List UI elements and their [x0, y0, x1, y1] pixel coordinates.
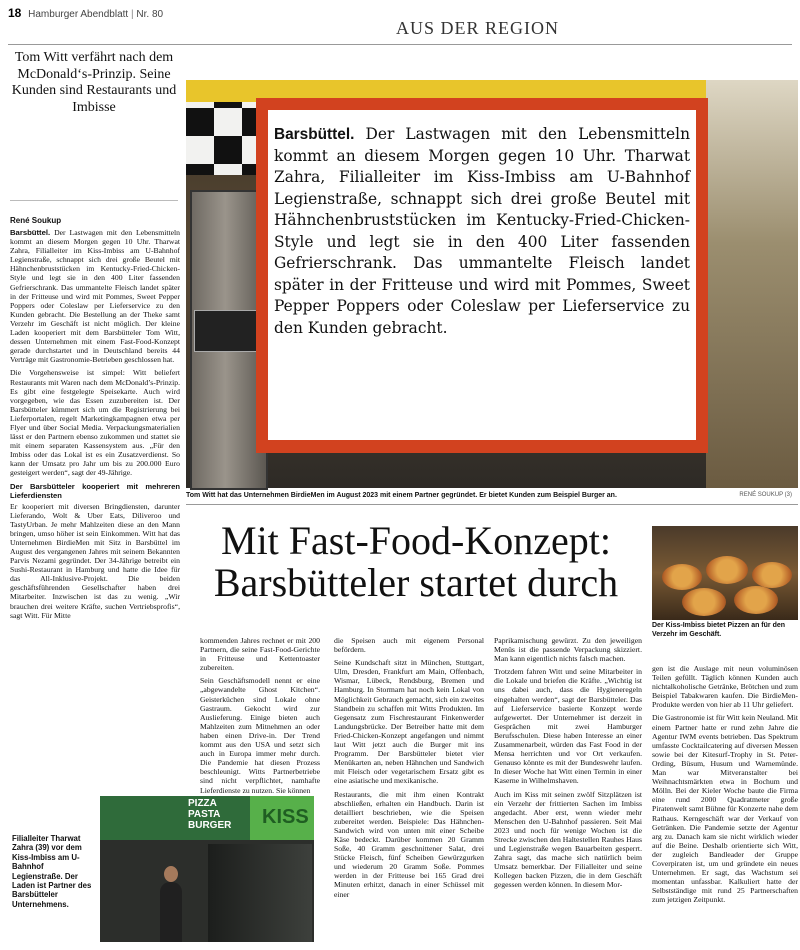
subheading: Der Barsbütteler kooperiert mit mehreren Lieferdiensten	[10, 481, 180, 500]
body-column-3	[334, 636, 484, 944]
shop-window	[208, 844, 312, 942]
pizza	[682, 588, 726, 616]
paragraph: die Speisen auch mit eigenem Personal befördern.	[334, 636, 484, 655]
person-head	[164, 866, 178, 882]
shop-sign-text: PIZZA PASTA BURGER	[188, 798, 232, 831]
pizza-caption: Der Kiss-Imbiss bietet Pizzen an für den Verzehr im Geschäft.	[652, 622, 786, 638]
body-column-2	[200, 636, 320, 795]
paragraph: Die Vorgehensweise ist simpel: Witt beliefert Restaurants mit Waren nach dem McDonald’s-Prinzip. Es gibt eine festgelegte Speisekarte. Auch wird vorgegeben, wie das Essen zuzubereiten ist. Der Barsbütteler kümmert sich um die Registrierung bei Lieferportalen, regelt Marketingkampagnen etwa per Flyer und über Social Media. Verpackungsmaterialien lässt er den Partnern ebenso zukommen und stattet sie mit einem separaten Kassensystem aus. „Für den Imbiss oder das Lokal ist es ein Zusatzverdienst. So kann der Umsatz pro Jahr um bis zu 200.000 Euro gesteigert werden“, sagt der 49-Jährige.	[10, 368, 180, 478]
section-title: AUS DER REGION	[396, 18, 560, 38]
paper-name: Hamburger Abendblatt	[28, 9, 129, 20]
quote-lead: Barsbüttel.	[274, 126, 355, 143]
pizza	[662, 564, 702, 590]
paragraph: Trotzdem fahren Witt und seine Mitarbeiter in die Lokale und briefen die Kräfte. „Wichtig ist uns dabei auch, dass die Hygieneregeln eingehalten werden“, sagt der Barsbütteler. Das auf Lieferservice basierte Konzept werde aufgewertet. Der Unternehmer ist derzeit in Gesprächen mit zwei Hamburger Berufsschulen. Diese haben Interesse an einer Zusammenarbeit, würden das Fast Food in der Mensa herrichten und vor Ort verkaufen. Genauso könnte es mit der Bundeswehr laufen. In dieser Woche hat Witt einen Termin in einer Kaserne in Wilhelmshaven.	[494, 667, 642, 786]
shop-photo	[100, 796, 314, 942]
header-rule	[8, 44, 792, 45]
paragraph: kommenden Jahres rechnet er mit 200 Partnern, die seine Fast-Food-Gerichte in Fritteuse und Kettentoaster zubereiten.	[200, 636, 320, 673]
page-header: 18 Hamburger Abendblatt | Nr. 80	[8, 6, 164, 20]
caption-rule	[186, 504, 798, 505]
paragraph: Sein Geschäftsmodell nennt er eine „abgewandelte Ghost Kitchen“. Geisterküchen sind Lokale ohne Gastraum. Gekocht wird zur Auslieferung. Einige bieten auch Mahlzeiten zum Mitnehmen an oder haben einen Drive-in. Der Trend kommt aus den USA und setzt sich auch in Europa immer mehr durch. Die Pandemie hat diesen Prozess beschleunigt. Witts Partnerbetriebe sind nicht verpflichtet, namhafte Lieferdienste zu nutzen. Sie können	[200, 676, 320, 795]
pizza	[734, 586, 778, 614]
pizza	[706, 556, 748, 584]
body-column-5	[652, 664, 798, 944]
paragraph: gen ist die Auslage mit neun voluminösen Teilen gefüllt. Täglich können Kunden auch nichtalkoholische Getränke, Brötchen und zum Beispiel Tabakwaren kaufen. Die BirdieMen-Produkte werden von hier ab 11 Uhr geliefert.	[652, 664, 798, 710]
issue-number: Nr. 80	[136, 9, 164, 20]
article-deck: Tom Witt verfährt nach dem McDonald‘s-Prinzip. Seine Kunden sind Restaurants und Imbisse	[11, 50, 177, 115]
body-column-1	[10, 228, 180, 790]
photo-credit: RENÉ SOUKUP (3)	[739, 492, 792, 498]
quote-text: Barsbüttel. Der Lastwagen mit den Lebensmitteln kommt an diesem Morgen gegen 10 Uhr. Tharwat Zahra, Filialleiter im Kiss-Imbiss am U-Bahnhof Legienstraße, schnappt sich drei große Beutel mit Hähnchenbruststücken im Kentucky-Fried-Chicken-Style und legt sie in den 400 Liter fassenden Gefrierschrank. Das ummantelte Fleisch landet später in der Fritteuse und wird mit Pommes, Sweet Pepper Poppers oder Coleslaw per Lieferservice zu den Kunden gebracht.	[274, 125, 690, 337]
shop-caption: Filialleiter Tharwat Zahra (39) vor dem Kiss-Imbiss am U-Bahnhof Legienstraße. Der Laden ist Partner des Barsbütteler Unternehmens.	[12, 834, 92, 909]
paragraph: Auch im Kiss mit seinen zwölf Sitzplätzen ist ein Verzehr der frittierten Sachen im Imbiss angedacht. Aber erst, wenn wieder mehr Menschen den U-Bahnhof passieren. Seit Mai 2023 und noch für wenige Wochen ist die Strecke zwischen den Haltestellen Rauhes Haus und Legienstraße wegen Bauarbeiten gesperrt. Zahra sagt, das mache sich natürlich beim Umsatz bemerkbar. Der Filialleiter und seine Kollegen backen Pizzen, die in dem Geschäft gegessen werden können. In diesem Mor-	[494, 789, 642, 890]
paragraph: Seine Kundschaft sitzt in München, Stuttgart, Ulm, Dresden, Frankfurt am Main, Offenbach, Wismar, Lübeck, Rendsburg, Bremen und Hamburg. In Stormarn hat noch kein Lokal von Möglichkeit Gebrauch gemacht, sich ein zweites Standbein zu schaffen mit Witts Produkten. Im Gegensatz zum Fischrestaurant Finkenwerder Landungsbrücke. Der Betreiber hatte mit dem Fried-Chicken-Konzept angefangen und nimmt laut Witt jetzt auch die Burger mit ins Programm. Der Barsbütteler bietet vier Menükarten an, neben Hähnchen und Sandwich mit Fleisch oder vegetarischem Ersatz gibt es eine asiatische und mexikanische.	[334, 658, 484, 786]
dateline: Barsbüttel.	[10, 228, 51, 237]
shop-brand: KISS	[262, 806, 309, 828]
page-number: 18	[8, 6, 22, 20]
paragraph: Barsbüttel. Der Lastwagen mit den Lebensmitteln kommt an diesem Morgen gegen 10 Uhr. Tharwat Zahra, Filialleiter im Kiss-Imbiss am U-Bahnhof Legienstraße, schnappt sich drei große Beutel mit Hähnchenbruststücken im Kentucky-Fried-Chicken-Style und legt sie in den 400 Liter fassenden Gefrierschrank. Das ummantelte Fleisch landet später in der Fritteuse und wird mit Pommes, Sweet Pepper Poppers oder Coleslaw per Lieferservice zu den Kunden gebracht. Die Bestellung an der Theke samt Verzehr im Geschäft ist nicht möglich. Der kleine Laden kooperiert mit dem Barsbütteler Tom Witt, dessen Unternehmen mit einem Fast-Food-Konzept gerade durchstartet und in Deutschland bereits 44 Verträge mit Gastronomie-Betrieben geschlossen hat.	[10, 228, 180, 365]
paragraph: Die Gastronomie ist für Witt kein Neuland. Mit einem Partner hatte er rund zehn Jahre die Agentur IWM events betrieben. Das Spektrum umfasste Cocktailcatering auf diversen Messen sowie bei der Kitesurf-Trophy in St. Peter-Ording, Büsum, Husum und Warnemünde. Man war Mitveranstalter bei Weihnachtsmärkten etwa in Bochum und Mölln. Bei der Kieler Woche baute die Firma eine rund 2000 Quadratmeter große Piratenwelt samt Bühne für Konzerte nahe dem Rathaus. Kerngeschäft war der Verkauf von Getränken. Die Pandemie setzte der Agentur arg zu. Danach kam sie nicht wirklich wieder auf die Beine. Deshalb orientierte sich Witt, der zugleich Bandleader der Gruppe Coverpiraten ist, um und gründete ein neues Unternehmen. Er sagt, das Wachstum sei momentan unfassbar. Kalkuliert hatte der Selbstständige mit rund 25 Partnerschaften zum jetzigen Zeitpunkt.	[652, 713, 799, 905]
paragraph: Er kooperiert mit diversen Bringdiensten, darunter Lieferando, Wolt & Uber Eats, Diliveroo und TastyUrban. Je mehr Mahlzeiten diese an den Mann bringen, umso höher ist sein Einkommen. Witt hat das Unternehmen BirdieMen mit Sitz in Barsbüttel im August des vergangenen Jahres mit seinem Bekannten Parvis Nezami gegründet. Der 34-Jährige betreibt ein Sushi-Restaurant in Hamburg und hatte die Idee für das All-Inklusive-Projekt. Die beiden geschäftsführenden Gesellschafter haben drei Mitarbeiter. Inzwischen ist das zu wenig. „Wir brauchen drei weitere Kräfte, suchen Vertriebsprofis“, sagt Witt. Für Mitte	[10, 501, 180, 620]
person	[160, 882, 182, 942]
storage-shelf	[706, 80, 798, 488]
article-author: René Soukup	[10, 216, 62, 225]
headline-line-2: Barsbütteler startet durch	[213, 560, 619, 605]
body-column-4	[494, 636, 642, 944]
headline-line-1: Mit Fast-Food-Konzept:	[221, 518, 611, 563]
headline	[190, 520, 642, 604]
paragraph: Paprikamischung gewürzt. Zu den jeweiligen Menüs ist die passende Verpackung skizziert. Man kann eigentlich nichts falsch machen.	[494, 636, 642, 664]
pizza-photo	[652, 526, 798, 620]
oven-door	[194, 310, 262, 352]
pizza	[752, 562, 792, 588]
photo-caption: Tom Witt hat das Unternehmen BirdieMen im August 2023 mit einem Partner gegründet. Er bietet Kunden zum Beispiel Burger an.	[186, 492, 617, 499]
paragraph: Restaurants, die mit ihm einen Kontrakt abschließen, erhalten ein Handbuch. Darin ist detailliert beschrieben, wie die Speisen zubereitet werden. Beispiele: Das Hähnchen-Sandwich wird von unten mit einer Scheibe Käse bedeckt. Darüber kommen 20 Gramm Soße, 40 Gramm geschnittener Salat, drei Stücke Fleisch, fünf Scheiben Gewürzgurken und wiederum 20 Gramm Soße. Pommes werden in der Fritteuse bei 165 Grad drei Minuten erhitzt, danach in einer Schüssel mit einer	[334, 789, 484, 899]
deck-divider	[10, 200, 178, 201]
